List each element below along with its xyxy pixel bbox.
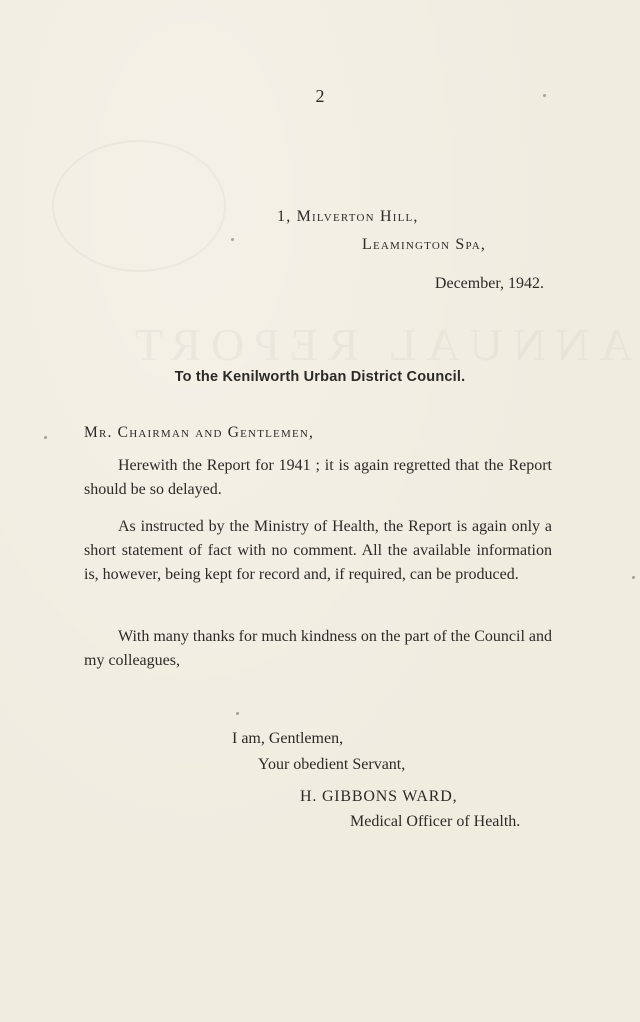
page-number: 2 xyxy=(315,86,325,106)
letter-date: December, 1942. xyxy=(434,275,544,292)
closing-line-2: Your obedient Servant, xyxy=(258,756,406,773)
paper-speck xyxy=(231,238,234,241)
signature-name: H. GIBBONS WARD, xyxy=(300,788,458,805)
body-paragraph-1: Herewith the Report for 1941 ; it is again regretted that the Report should be so delayed. xyxy=(84,457,552,498)
address-line-1: 1, Milverton Hill, xyxy=(277,208,419,225)
body-paragraph-3: With many thanks for much kindness on the part of the Council and my colleagues, xyxy=(84,628,552,669)
closing-line-1: I am, Gentlemen, xyxy=(232,730,344,747)
bleed-through-stamp xyxy=(52,140,226,272)
paper-speck xyxy=(236,712,239,715)
salutation: Mr. Chairman and Gentlemen, xyxy=(84,424,315,441)
address-line-2: Leamington Spa, xyxy=(362,236,487,253)
council-heading: To the Kenilworth Urban District Council. xyxy=(174,369,466,385)
bleed-through-text: ANNUAL REPORT xyxy=(125,319,633,370)
paper-speck xyxy=(632,576,635,579)
signature-title: Medical Officer of Health. xyxy=(350,813,521,830)
body-paragraph-2: As instructed by the Ministry of Health, the Report is again only a short statement of fact with no comment. All the available information is, however, being kept for record and, if required, can be produced. xyxy=(84,518,552,583)
paper-speck xyxy=(44,436,47,439)
